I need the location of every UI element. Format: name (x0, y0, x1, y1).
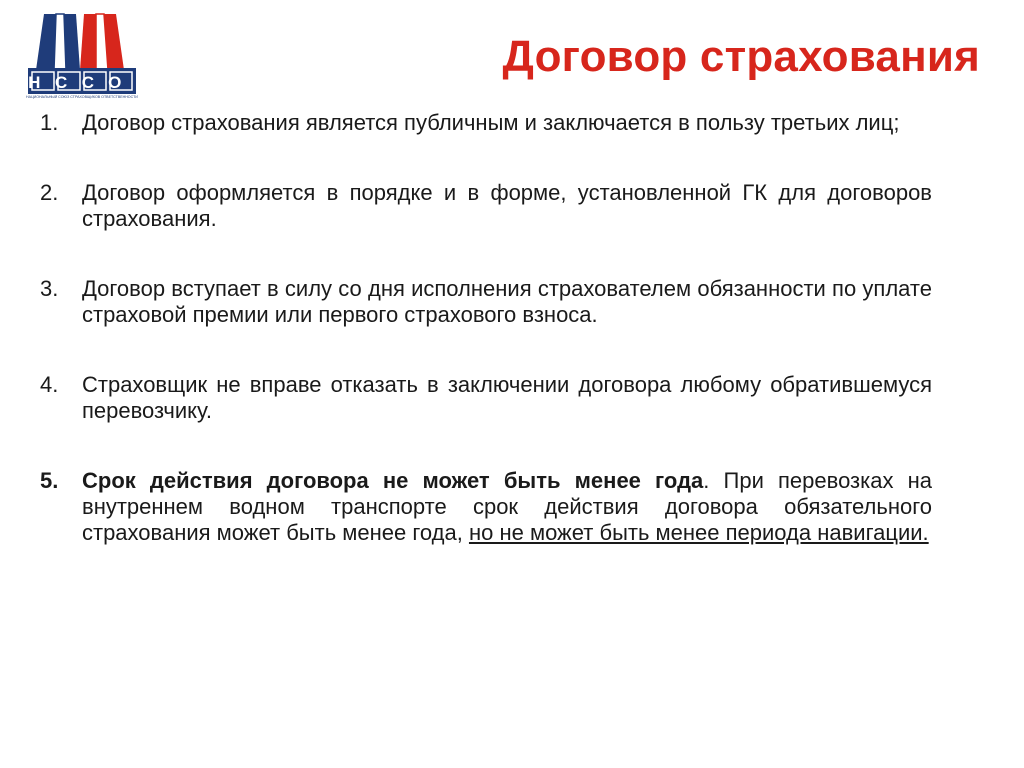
item-text: Договор страхования является публичным и заключается в пользу третьих лиц; (82, 110, 900, 135)
logo-letters: НССО (28, 73, 136, 92)
item-number: 1. (40, 110, 59, 135)
item-underlined-text: но не может быть менее периода навигации. (468, 520, 929, 545)
item-number: 3. (40, 276, 59, 301)
item-bold-text: Срок действия договора не может быть менее года (82, 468, 704, 493)
item-number: 2. (40, 180, 59, 205)
item-text: Страховщик не вправе отказать в заключении договора любому обратившемуся перевозчику. (82, 372, 932, 423)
list-item (40, 110, 932, 136)
list-item (40, 468, 932, 546)
item-text: Договор вступает в силу со дня исполнения страхователем обязанности по уплате страховой премии или первого страхового взноса. (82, 276, 932, 327)
nsso-logo (26, 8, 138, 104)
item-number: 4. (40, 372, 59, 397)
contract-points-list (40, 110, 932, 590)
item-plain-text: . При перевозках на внутреннем водном транспорте срок действия договора обязательного страхования может быть менее года, (82, 468, 933, 545)
list-item (40, 180, 932, 232)
item-number: 5. (40, 468, 59, 493)
page-title: Договор страхования (502, 32, 980, 81)
item-text (82, 468, 932, 546)
logo-caption: НАЦИОНАЛЬНЫЙ СОЮЗ СТРАХОВЩИКОВ ОТВЕТСТВЕННОСТИ (26, 95, 138, 99)
nsso-logo-icon (26, 8, 138, 96)
list-item (40, 372, 932, 424)
list-item (40, 276, 932, 328)
item-text: Договор оформляется в порядке и в форме, установленной ГК для договоров страхования. (82, 180, 932, 231)
